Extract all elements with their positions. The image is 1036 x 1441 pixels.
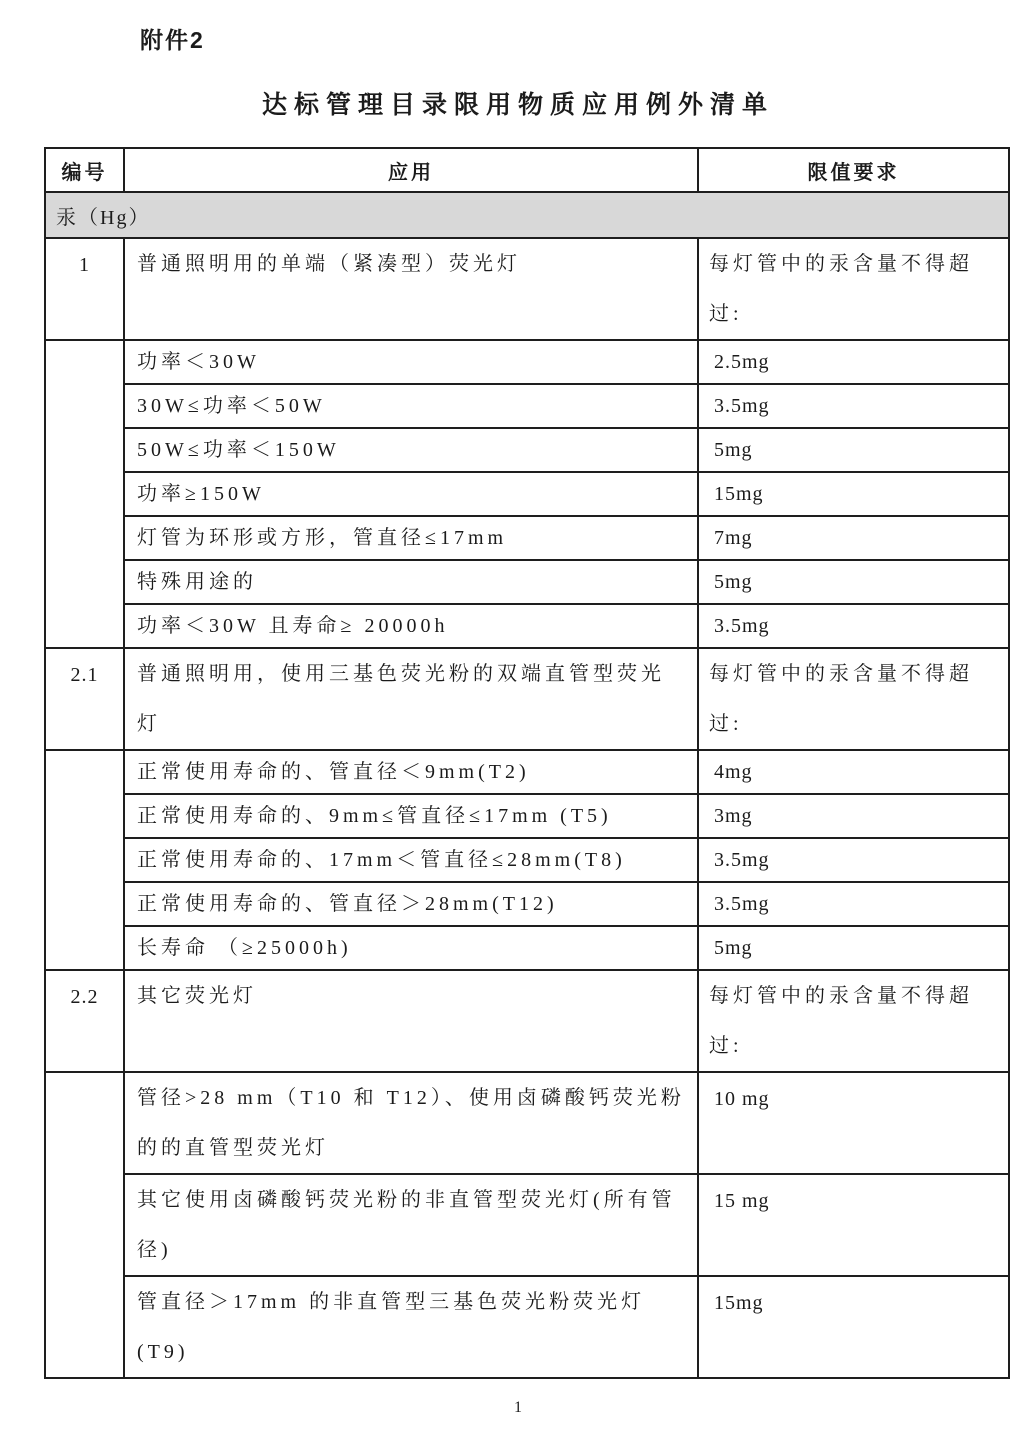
category-label: 汞（Hg） [45, 192, 1009, 238]
table-row [45, 882, 1009, 926]
application-cell: 正常使用寿命的、17mm＜管直径≤28mm(T8) [124, 838, 698, 882]
table-row [45, 560, 1009, 604]
table-row [45, 604, 1009, 648]
application-cell: 管径>28 mm（T10 和 T12）、使用卤磷酸钙荧光粉的的直管型荧光灯 [124, 1072, 698, 1174]
section-header-row-2-2 [45, 970, 1009, 1072]
section-id-span [45, 750, 124, 970]
section-application: 普通照明用，使用三基色荧光粉的双端直管型荧光灯 [124, 648, 698, 750]
table-row [45, 516, 1009, 560]
limit-cell: 3.5mg [698, 882, 1009, 926]
table-row [45, 340, 1009, 384]
table-row [45, 428, 1009, 472]
header-number: 编号 [45, 148, 124, 192]
table-row [45, 838, 1009, 882]
limit-cell: 2.5mg [698, 340, 1009, 384]
limit-cell: 5mg [698, 428, 1009, 472]
limit-cell: 15mg [698, 472, 1009, 516]
table-row [45, 794, 1009, 838]
attachment-label: 附件2 [140, 27, 205, 53]
section-header-row-1 [45, 238, 1009, 340]
section-application: 其它荧光灯 [124, 970, 698, 1072]
section-id: 2.2 [45, 970, 124, 1072]
application-cell: 特殊用途的 [124, 560, 698, 604]
section-limit-intro: 每灯管中的汞含量不得超过: [698, 238, 1009, 340]
section-header-row-2-1 [45, 648, 1009, 750]
table-row [45, 1276, 1009, 1378]
limit-cell: 3mg [698, 794, 1009, 838]
exception-list-table [44, 147, 1010, 1379]
application-cell: 30W≤功率＜50W [124, 384, 698, 428]
application-cell: 功率＜30W [124, 340, 698, 384]
table-row [45, 750, 1009, 794]
limit-cell: 15 mg [698, 1174, 1009, 1276]
table-row [45, 384, 1009, 428]
header-application: 应用 [124, 148, 698, 192]
table-row [45, 1072, 1009, 1174]
section-id-span [45, 340, 124, 648]
limit-cell: 3.5mg [698, 604, 1009, 648]
application-cell: 正常使用寿命的、9mm≤管直径≤17mm (T5) [124, 794, 698, 838]
limit-cell: 3.5mg [698, 838, 1009, 882]
limit-cell: 4mg [698, 750, 1009, 794]
section-limit-intro: 每灯管中的汞含量不得超过: [698, 970, 1009, 1072]
table-row [45, 1174, 1009, 1276]
table-row [45, 472, 1009, 516]
document-title: 达标管理目录限用物质应用例外清单 [261, 91, 774, 119]
application-cell: 正常使用寿命的、管直径＞28mm(T12) [124, 882, 698, 926]
header-limit: 限值要求 [698, 148, 1009, 192]
table-row [45, 926, 1009, 970]
application-cell: 50W≤功率＜150W [124, 428, 698, 472]
section-id-span [45, 1072, 124, 1378]
section-limit-intro: 每灯管中的汞含量不得超过: [698, 648, 1009, 750]
limit-cell: 3.5mg [698, 384, 1009, 428]
application-cell: 灯管为环形或方形，管直径≤17mm [124, 516, 698, 560]
limit-cell: 15mg [698, 1276, 1009, 1378]
limit-cell: 10 mg [698, 1072, 1009, 1174]
application-cell: 管直径＞17mm 的非直管型三基色荧光粉荧光灯(T9) [124, 1276, 698, 1378]
category-row [45, 192, 1009, 238]
application-cell: 长寿命 （≥25000h) [124, 926, 698, 970]
table-header-row [45, 148, 1009, 192]
application-cell: 正常使用寿命的、管直径＜9mm(T2) [124, 750, 698, 794]
section-application: 普通照明用的单端（紧凑型）荧光灯 [124, 238, 698, 340]
application-cell: 其它使用卤磷酸钙荧光粉的非直管型荧光灯(所有管径) [124, 1174, 698, 1276]
limit-cell: 5mg [698, 926, 1009, 970]
section-id: 1 [45, 238, 124, 340]
limit-cell: 5mg [698, 560, 1009, 604]
application-cell: 功率＜30W 且寿命≥ 20000h [124, 604, 698, 648]
limit-cell: 7mg [698, 516, 1009, 560]
application-cell: 功率≥150W [124, 472, 698, 516]
page-number: 1 [514, 1399, 522, 1416]
section-id: 2.1 [45, 648, 124, 750]
